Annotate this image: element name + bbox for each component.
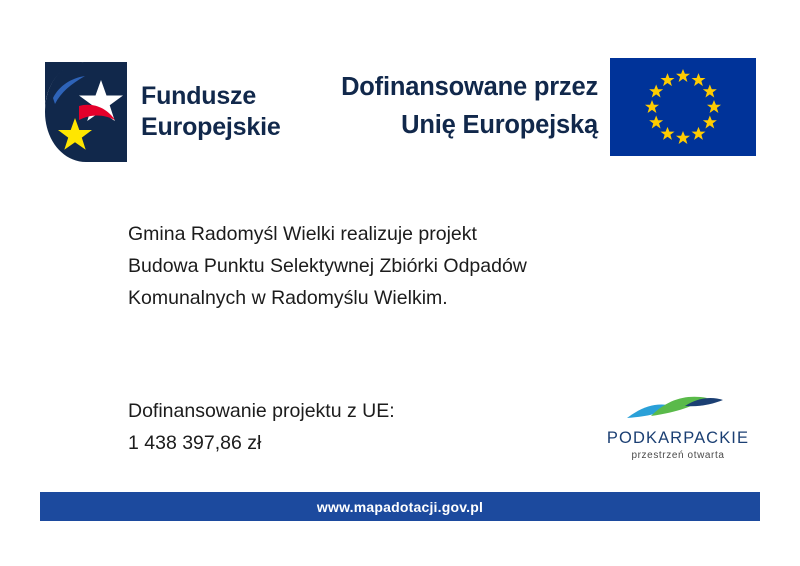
- eu-flag: [610, 58, 756, 156]
- funding-label: Dofinansowanie projektu z UE:: [128, 400, 395, 422]
- header: [0, 30, 800, 165]
- project-line-1: Gmina Radomyśl Wielki realizuje projekt: [128, 223, 477, 245]
- podkarpackie-name: PODKARPACKIE: [606, 429, 750, 447]
- slogan-line1: Dofinansowane przez: [341, 73, 598, 101]
- fe-wordmark-line2: Europejskie: [141, 113, 281, 141]
- fundusze-europejskie-wordmark: [141, 81, 281, 143]
- slogan-line2: Unię Europejską: [401, 111, 598, 139]
- eu-funding-slogan: [268, 68, 598, 144]
- fundusze-europejskie-stars-mark: [45, 62, 127, 162]
- podkarpackie-hills-mark: [623, 392, 733, 424]
- funding-block: [128, 395, 558, 459]
- fundusze-europejskie-logo: [45, 62, 281, 162]
- fe-wordmark-line1: Fundusze: [141, 82, 257, 110]
- footer-url-bar: [40, 492, 760, 521]
- project-line-3: Komunalnych w Radomyślu Wielkim.: [128, 287, 448, 309]
- podkarpackie-tagline: przestrzeń otwarta: [631, 450, 725, 461]
- footer-url[interactable]: www.mapadotacji.gov.pl: [316, 498, 484, 515]
- project-line-2: Budowa Punktu Selektywnej Zbiórki Odpadów: [128, 255, 527, 277]
- podkarpackie-logo: [592, 392, 764, 461]
- project-description: [128, 218, 728, 314]
- funding-amount: 1 438 397,86 zł: [128, 432, 262, 454]
